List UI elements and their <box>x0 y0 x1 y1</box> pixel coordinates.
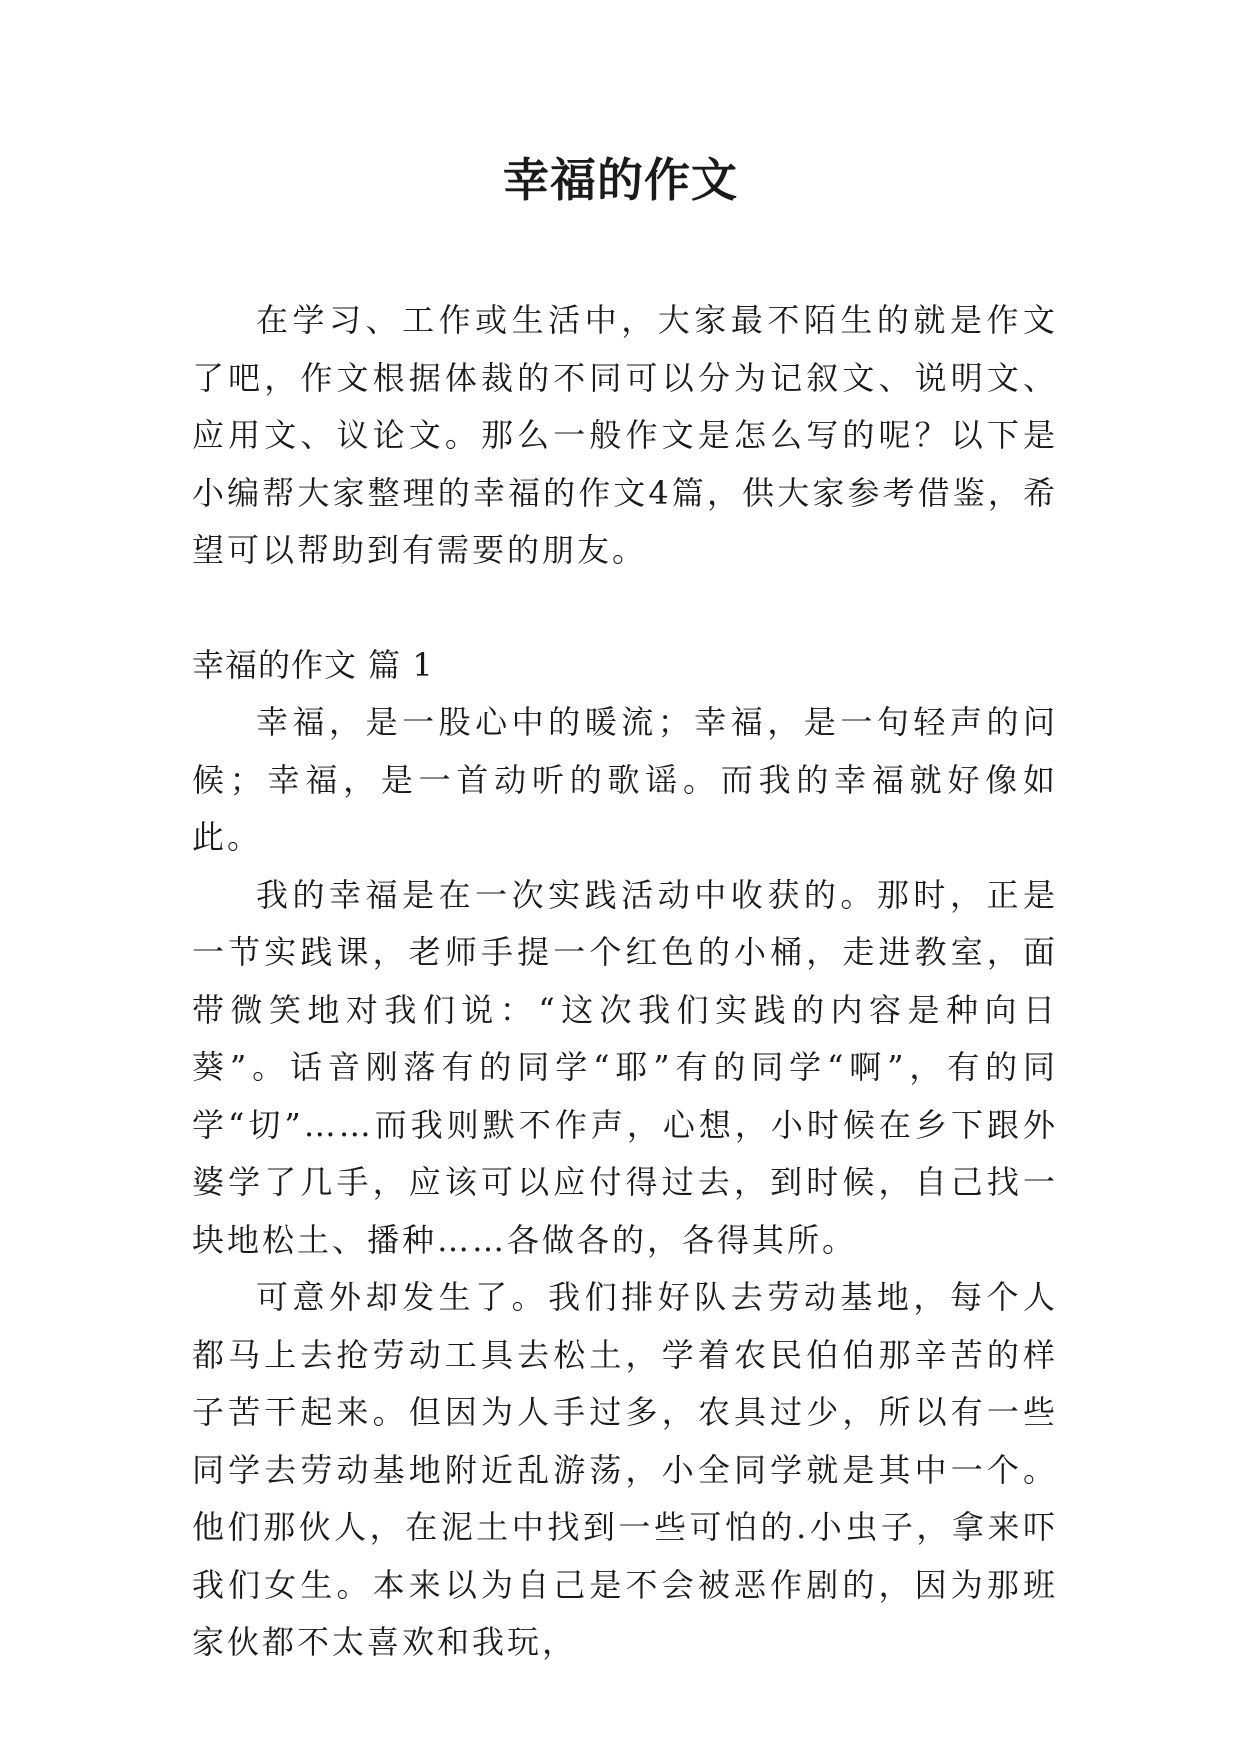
intro-paragraph: 在学习、工作或生活中，大家最不陌生的就是作文了吧，作文根据体裁的不同可以分为记叙文、说明文、应用文、议论文。那么一般作文是怎么写的呢？以下是小编帮大家整理的幸福的作文4篇，供大家参考借鉴，希望可以帮助到有需要的朋友。 <box>192 301 1058 569</box>
body-paragraph-2: 我的幸福是在一次实践活动中收获的。那时，正是一节实践课，老师手提一个红色的小桶，走进教室，面带微笑地对我们说：“这次我们实践的内容是种向日葵”。话音刚落有的同学“耶”有的同学“啊”，有的同学“切”……而我则默不作声，心想，小时候在乡下跟外婆学了几手，应该可以应付得过去，到时候，自己找一块地松土、播种……各做各的，各得其所。 <box>192 875 1058 1259</box>
document-body <box>192 292 1058 1672</box>
section-heading: 幸福的作文 篇 1 <box>192 645 434 684</box>
body-paragraph-1: 幸福，是一股心中的暖流；幸福，是一句轻声的问候；幸福，是一首动听的歌谣。而我的幸福就好像如此。 <box>192 703 1058 856</box>
document-title: 幸福的作文 <box>503 153 738 207</box>
body-paragraph-3: 可意外却发生了。我们排好队去劳动基地，每个人都马上去抢劳动工具去松土，学着农民伯伯那辛苦的样子苦干起来。但因为人手过多，农具过少，所以有一些同学去劳动基地附近乱游荡，小全同学就是其中一个。他们那伙人，在泥土中找到一些可怕的.小虫子，拿来吓我们女生。本来以为自己是不会被恶作剧的，因为那班家伙都不太喜欢和我玩， <box>192 1278 1058 1661</box>
